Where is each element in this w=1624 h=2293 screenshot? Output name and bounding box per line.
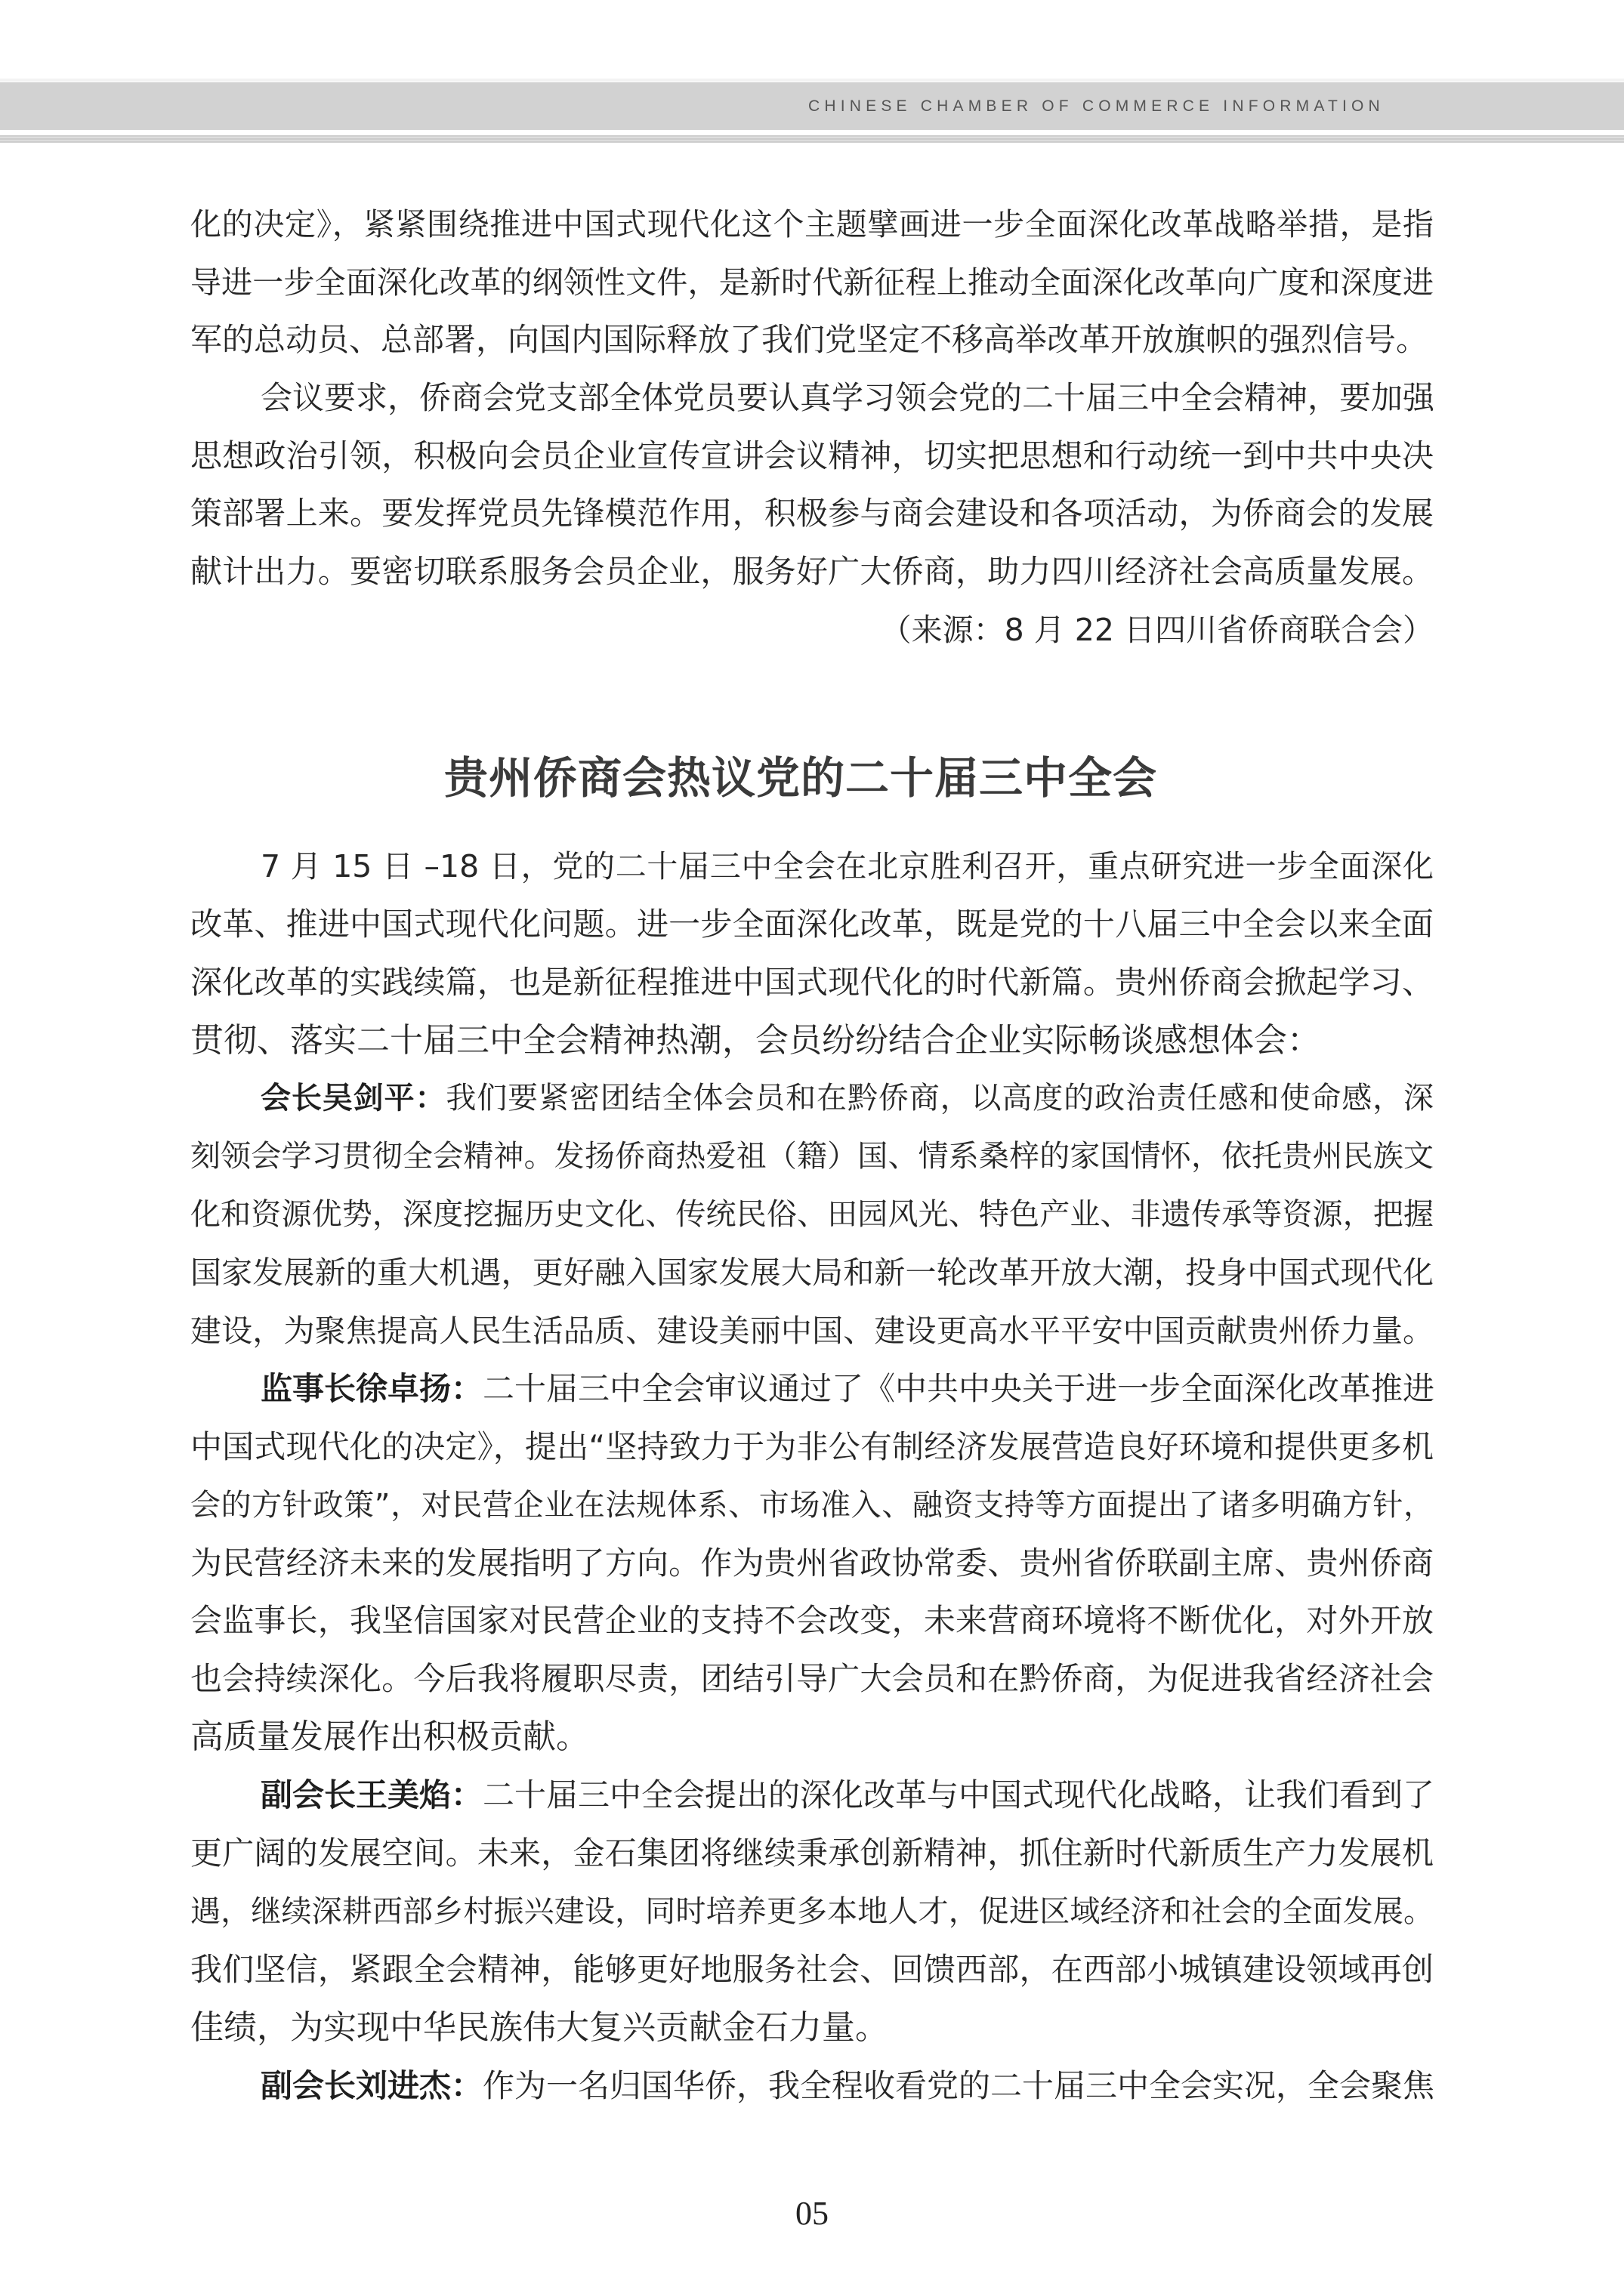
speaker-name: 监事长徐卓扬： [261, 1370, 483, 1407]
body-line: 刻领会学习贯彻全会精神。发扬侨商热爱祖（籍）国、情系桑梓的家国情怀，依托贵州民族文 [190, 1139, 1434, 1174]
body-line: 遇，继续深耕西部乡村振兴建设，同时培养更多本地人才，促进区域经济和社会的全面发展。 [190, 1894, 1434, 1929]
speaker-paragraph-start [261, 1366, 1434, 1412]
article-title [0, 751, 1624, 804]
body-line: 7 月 15 日 –18 日，党的二十届三中全会在北京胜利召开，重点研究进一步全面深化 [261, 848, 1434, 884]
body-line: 为民营经济未来的发展指明了方向。作为贵州省政协常委、贵州省侨联副主席、贵州侨商 [190, 1545, 1434, 1582]
body-line: 军的总动员、总部署，向国内国际释放了我们党坚定不移高举改革开放旗帜的强烈信号。 [190, 321, 1428, 358]
body-line: 献计出力。要密切联系服务会员企业，服务好广大侨商，助力四川经济社会高质量发展。 [190, 553, 1434, 590]
body-line: 改革、推进中国式现代化问题。进一步全面深化改革，既是党的十八届三中全会以来全面 [190, 906, 1434, 943]
body-line: 佳绩，为实现中华民族伟大复兴贡献金石力量。 [190, 2008, 888, 2047]
speaker-paragraph-start [261, 1076, 1434, 1121]
body-line: 思想政治引领，积极向会员企业宣传宣讲会议精神，切实把思想和行动统一到中共中央决 [190, 437, 1434, 474]
body-line: 化和资源优势，深度挖掘历史文化、传统民俗、田园风光、特色产业、非遗传承等资源，把握 [190, 1197, 1434, 1232]
speaker-text: 我们要紧密团结全体会员和在黔侨商，以高度的政治责任感和使命感，深 [446, 1081, 1434, 1116]
page-number: 05 [795, 2195, 829, 2232]
publication-name: CHINESE CHAMBER OF COMMERCE INFORMATION [808, 97, 1385, 115]
body-line: 贯彻、落实二十届三中全会精神热潮，会员纷纷结合企业实际畅谈感想体会： [190, 1021, 1320, 1060]
header-stripe-rule [0, 135, 1624, 143]
body-line: 更广阔的发展空间。未来，金石集团将继续秉承创新精神，抓住新时代新质生产力发展机 [190, 1835, 1434, 1872]
body-line: 会的方针政策”，对民营企业在法规体系、市场准入、融资支持等方面提出了诸多明确方针， [190, 1488, 1434, 1523]
speaker-text: 作为一名归国华侨，我全程收看党的二十届三中全会实况，全会聚焦 [483, 2067, 1435, 2104]
body-line: 中国式现代化的决定》，提出“坚持致力于为非公有制经济发展营造良好环境和提供更多机 [190, 1428, 1434, 1465]
speaker-text: 二十届三中全会审议通过了《中共中央关于进一步全面深化改革推进 [483, 1370, 1435, 1407]
header-top-rule [0, 79, 1624, 82]
speaker-name: 副会长王美焰： [261, 1776, 483, 1813]
speaker-text: 二十届三中全会提出的深化改革与中国式现代化战略，让我们看到了 [483, 1776, 1435, 1813]
body-line: 高质量发展作出积极贡献。 [190, 1717, 589, 1756]
speaker-name: 会长吴剑平： [261, 1081, 446, 1116]
speaker-name: 副会长刘进杰： [261, 2067, 483, 2104]
speaker-paragraph-start [261, 1773, 1434, 1818]
body-line: 我们坚信，紧跟全会精神，能够更好地服务社会、回馈西部，在西部小城镇建设领域再创 [190, 1951, 1434, 1988]
body-line: 化的决定》，紧紧围绕推进中国式现代化这个主题擘画进一步全面深化改革战略举措，是指 [190, 206, 1434, 242]
body-line: 策部署上来。要发挥党员先锋模范作用，积极参与商会建设和各项活动，为侨商会的发展 [190, 495, 1434, 532]
body-line: 导进一步全面深化改革的纲领性文件，是新时代新征程上推动全面深化改革向广度和深度进 [190, 264, 1434, 301]
speaker-paragraph-start [261, 2063, 1434, 2109]
body-line: 建设，为聚焦提高人民生活品质、建设美丽中国、建设更高水平平安中国贡献贵州侨力量。 [190, 1313, 1434, 1349]
source-citation: （来源：8 月 22 日四川省侨商联合会） [880, 612, 1434, 648]
body-line: 深化改革的实践续篇，也是新征程推进中国式现代化的时代新篇。贵州侨商会掀起学习、 [190, 964, 1434, 1001]
body-line: 会监事长，我坚信国家对民营企业的支持不会改变，未来营商环境将不断优化，对外开放 [190, 1602, 1434, 1639]
body-line: 也会持续深化。今后我将履职尽责，团结引导广大会员和在黔侨商，为促进我省经济社会 [190, 1660, 1434, 1697]
body-line: 会议要求，侨商会党支部全体党员要认真学习领会党的二十届三中全会精神，要加强 [261, 379, 1435, 416]
body-line: 国家发展新的重大机遇，更好融入国家发展大局和新一轮改革开放大潮，投身中国式现代化 [190, 1255, 1434, 1291]
article-title-text: 贵州侨商会热议党的二十届三中全会 [443, 752, 1157, 804]
